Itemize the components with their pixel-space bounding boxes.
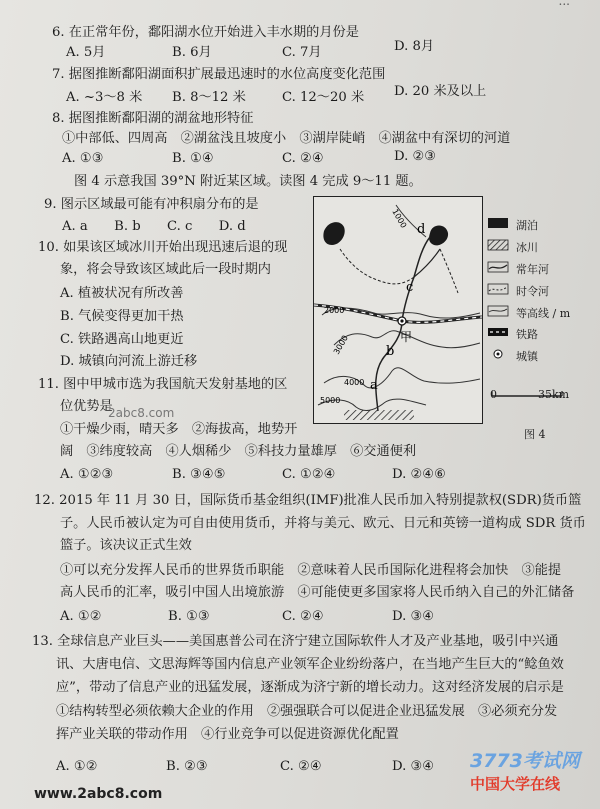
watermark-www-2abc8: www.2abc8.com [34,786,163,802]
label-a: a [370,378,378,393]
q8-stem: 8. 据图推断鄱阳湖的湖盆地形特征 [52,111,254,126]
label-b: b [386,344,395,359]
legend-rail-label: 铁路 [516,328,538,341]
label-3000: 3000 [331,333,350,356]
q13-option-c: C. ②④ [280,759,322,774]
glacier-area [344,410,414,420]
q11-option-b: B. ③④⑤ [172,467,226,482]
legend-river-symbol [489,265,507,269]
label-city: 甲 [400,330,413,344]
scale-zero: 0 [490,388,497,401]
legend-seasonal-label: 时令河 [516,285,549,298]
watermark-china-univ: 中国大学在线 [470,775,561,793]
q10-option-b: B. 气候变得更加干热 [60,309,184,324]
q13-option-a: A. ①② [56,759,98,774]
q10-option-a: A. 植被状况有所改善 [60,286,184,301]
lake-west [323,222,344,245]
seasonal-river-east [440,249,458,293]
q6-stem: 6. 在正常年份，鄱阳湖水位开始进入丰水期的月份是 [52,25,359,40]
scale-35km: 35km [538,388,570,401]
q13-option-d: D. ③④ [392,759,435,774]
legend-contour-symbol [489,309,507,312]
q6-option-c: C. 7月 [282,45,322,60]
lake-east [429,226,448,246]
q12-option-c: C. ②④ [282,609,324,624]
q7-option-a: A. ~3～8 米 [66,90,143,105]
q9-options: A. a B. b C. c D. d [62,219,246,234]
legend-seasonal-symbol [489,287,507,291]
figure-4-map [313,196,483,424]
q12-line-2: 子。人民币被认定为可自由使用货币，并将与美元、欧元、日元和英镑一道构成 SDR 货币 [60,516,586,531]
q9-stem: 9. 图示区域最可能有冲积扇分布的是 [44,197,259,212]
q6-option-d: D. 8月 [394,39,435,54]
label-2000: 2000 [324,306,345,315]
q8-option-a: A. ①③ [62,151,104,166]
watermark-3773: 3773考试网 [470,750,580,772]
q11-stem-2: 位优势是 [60,399,113,414]
label-d: d [417,222,426,237]
q12-option-b: B. ①③ [168,609,210,624]
seasonal-river-west [340,249,414,284]
q6-option-a: A. 5月 [66,45,106,60]
map-svg [314,197,482,423]
q8-option-d: D. ②③ [394,149,437,164]
legend-town-label: 城镇 [516,350,538,363]
figure-caption: 图 4 [524,428,546,441]
header-corner: ... [558,0,570,8]
q11-option-a: A. ①②③ [60,467,114,482]
q11-options-2: 阔 ③纬度较高 ④人烟稀少 ⑤科技力量雄厚 ⑥交通便利 [60,444,417,459]
q12-option-d: D. ③④ [392,609,435,624]
legend-contour-label: 等高线 / m [516,307,571,320]
q12-option-a: A. ①② [60,609,102,624]
q10-stem-1: 10. 如果该区域冰川开始出现迅速后退的现 [38,240,288,255]
watermark-2abc8: 2abc8.com [108,406,175,420]
q8-options: ①中部低、四周高 ②湖盆浅且坡度小 ③湖岸陡峭 ④湖盆中有深切的河道 [62,131,511,146]
figure-intro: 图 4 示意我国 39°N 附近某区域。读图 4 完成 9～11 题。 [74,174,422,189]
legend-glacier-label: 冰川 [516,241,538,254]
q13-option-b: B. ②③ [166,759,208,774]
legend-glacier-symbol [488,240,508,250]
label-5000: 5000 [320,396,341,405]
q10-stem-2: 象，将会导致该区域此后一段时期内 [60,262,271,277]
q12-line-5: 高人民币的汇率，吸引中国人出境旅游 ④可能使更多国家将人民币纳入自己的外汇储备 [60,585,575,600]
q12-line-3: 篮子。该决议正式生效 [60,538,192,553]
q6-option-b: B. 6月 [172,45,212,60]
q10-option-c: C. 铁路遇高山地更近 [60,332,184,347]
q13-line-1: 13. 全球信息产业巨头——美国惠普公司在济宁建立国际软件人才及产业基地，吸引中兴通 [32,634,559,649]
q13-line-2: 讯、大唐电信、文思海辉等国内信息产业领军企业纷纷落户，在当地产生巨大的“鲶鱼效 [56,657,564,672]
q12-line-4: ①可以充分发挥人民币的世界货币职能 ②意味着人民币国际化进程将会加快 ③能提 [60,563,562,578]
legend-river-label: 常年河 [516,263,549,276]
label-c: c [406,280,414,295]
label-4000: 4000 [344,378,365,387]
q12-line-1: 12. 2015 年 11 月 30 日，国际货币基金组织(IMF)批准人民币加入特别提款权(SDR)货币篮 [34,493,582,508]
legend-lake-symbol [488,218,508,228]
legend-lake-label: 湖泊 [516,219,538,232]
q7-option-c: C. 12～20 米 [282,90,365,105]
q10-option-d: D. 城镇向河流上游迁移 [60,354,198,369]
q13-line-3: 应”，带动了信息产业的迅猛发展，逐渐成为济宁新的增长动力。这对经济发展的启示是 [56,680,564,695]
q7-stem: 7. 据图推断鄱阳湖面积扩展最迅速时的水位高度变化范围 [52,67,386,82]
q7-option-b: B. 8～12 米 [172,90,246,105]
q8-option-c: C. ②④ [282,151,324,166]
q13-line-4: ①结构转型必须依赖大企业的作用 ②强强联合可以促进企业迅猛发展 ③必须充分发 [56,704,558,719]
q11-stem-1: 11. 图中甲城市选为我国航天发射基地的区 [38,377,288,392]
q11-option-d: D. ②④⑥ [392,467,446,482]
label-1000: 1000 [390,207,409,230]
q7-option-d: D. 20 米及以上 [394,84,487,99]
legend-symbols [486,214,512,364]
q11-options-1: ①干燥少雨，晴天多 ②海拔高，地势开 [60,422,298,437]
q11-option-c: C. ①②④ [282,467,336,482]
q8-option-b: B. ①④ [172,151,214,166]
q13-line-5: 挥产业关联的带动作用 ④行业竞争可以促进资源优化配置 [56,727,399,742]
